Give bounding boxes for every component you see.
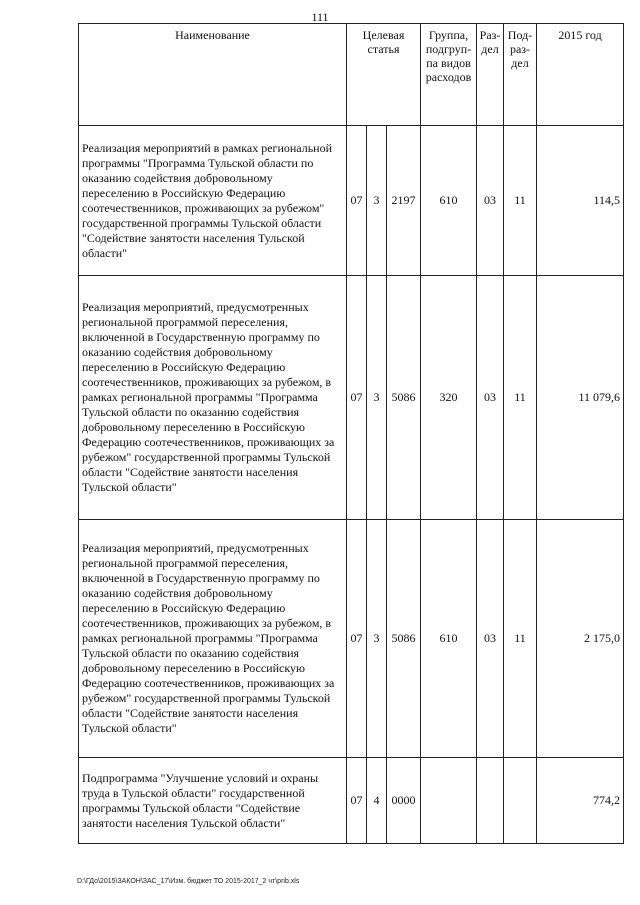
table-row	[79, 126, 624, 276]
target-article-program: 07	[347, 520, 367, 758]
target-article-subprogram: 4	[367, 758, 387, 844]
target-article-program: 07	[347, 758, 367, 844]
target-article-code: 5086	[387, 520, 421, 758]
target-article-subprogram: 3	[367, 276, 387, 520]
table-row	[79, 520, 624, 758]
group-code: 610	[421, 520, 477, 758]
table-header-row	[79, 24, 624, 126]
header-group: Группа, подгруп-па видов расходов	[421, 24, 477, 126]
subsection-code: 11	[504, 126, 537, 276]
amount: 11 079,6	[537, 276, 624, 520]
budget-table	[78, 23, 624, 844]
file-path-footer: D:\ГДо\2015\ЗАКОН\ЗАС_17\Изм. бюджет ТО 2015-2017_2 чт\prib.xls	[77, 878, 300, 885]
row-name: Подпрограмма "Улучшение условий и охраны труда в Тульской области" государственной программы Тульской области "Содействие занятости населения Тульской области"	[79, 758, 347, 844]
target-article-code: 2197	[387, 126, 421, 276]
section-code	[477, 758, 504, 844]
row-name: Реализация мероприятий, предусмотренных региональной программой переселения, включенной в Государственную программу по оказанию содействия добровольному переселению в Российскую Федерацию соотечественников, проживающих за рубежом, в рамках региональной программы "Программа Тульской области по оказанию содействия добровольному переселению в Российскую Федерацию соотечественников, проживающих за рубежом" государственной программы Тульской области "Содействие занятости населения Тульской области"	[79, 520, 347, 758]
header-year: 2015 год	[537, 24, 624, 126]
target-article-code: 0000	[387, 758, 421, 844]
subsection-code	[504, 758, 537, 844]
target-article-program: 07	[347, 276, 367, 520]
amount: 2 175,0	[537, 520, 624, 758]
target-article-subprogram: 3	[367, 520, 387, 758]
subsection-code: 11	[504, 276, 537, 520]
group-code	[421, 758, 477, 844]
header-name: Наименование	[79, 24, 347, 126]
section-code: 03	[477, 276, 504, 520]
header-target-article: Целевая статья	[347, 24, 421, 126]
header-subsection: Под-раз-дел	[504, 24, 537, 126]
row-name: Реализация мероприятий в рамках региональной программы "Программа Тульской области по оказанию содействия добровольному переселению в Российскую Федерацию соотечественников, проживающих за рубежом" государственной программы Тульской области "Содействие занятости населения Тульской области"	[79, 126, 347, 276]
target-article-subprogram: 3	[367, 126, 387, 276]
group-code: 320	[421, 276, 477, 520]
section-code: 03	[477, 126, 504, 276]
amount: 774,2	[537, 758, 624, 844]
header-section: Раз-дел	[477, 24, 504, 126]
target-article-code: 5086	[387, 276, 421, 520]
section-code: 03	[477, 520, 504, 758]
table-row	[79, 276, 624, 520]
group-code: 610	[421, 126, 477, 276]
subsection-code: 11	[504, 520, 537, 758]
page-number: 111	[311, 10, 329, 24]
row-name: Реализация мероприятий, предусмотренных региональной программой переселения, включенной в Государственную программу по оказанию содействия добровольному переселению в Российскую Федерацию соотечественников, проживающих за рубежом, в рамках региональной программы "Программа Тульской области по оказанию содействия добровольному переселению в Российскую Федерацию соотечественников, проживающих за рубежом" государственной программы Тульской области "Содействие занятости населения Тульской области"	[79, 276, 347, 520]
target-article-program: 07	[347, 126, 367, 276]
table-row	[79, 758, 624, 844]
amount: 114,5	[537, 126, 624, 276]
